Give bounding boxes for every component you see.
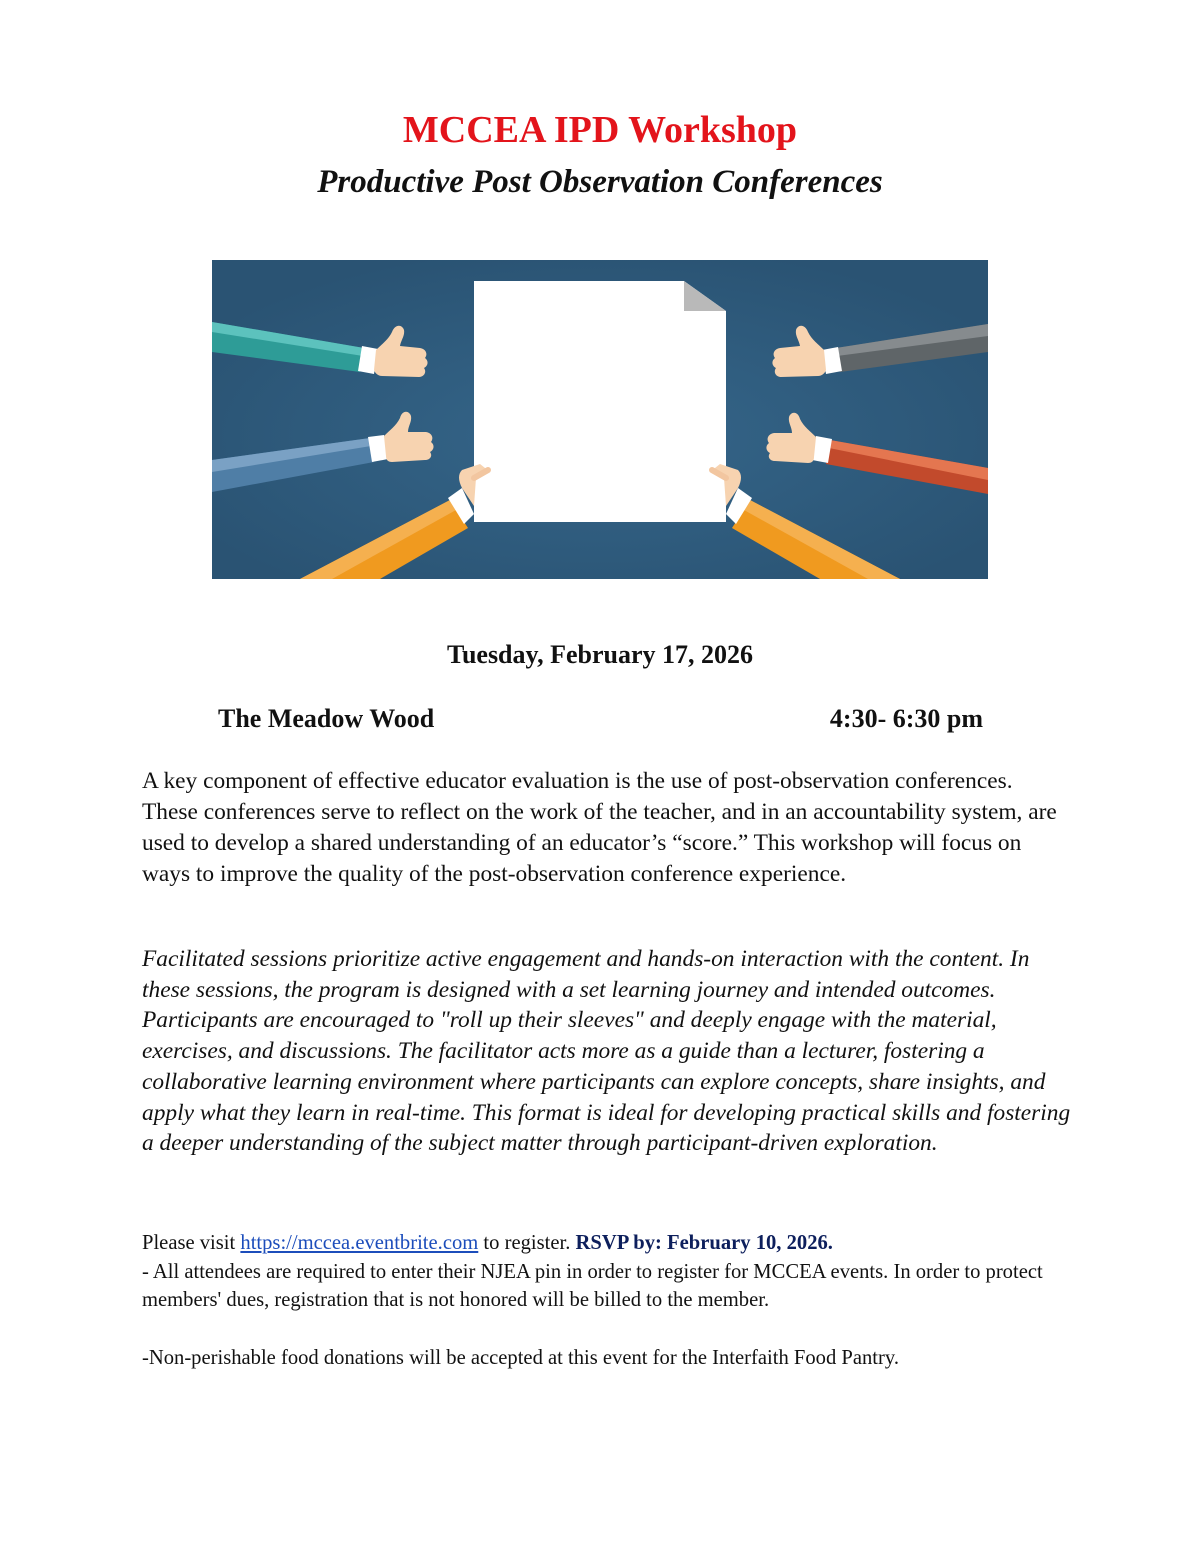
rsvp-deadline: RSVP by: February 10, 2026. xyxy=(575,1232,833,1254)
njea-pin-notice: - All attendees are required to enter their NJEA pin in order to register for MCCEA events. In order to protect members' dues, registration that is not honored will be billed to the member. xyxy=(142,1260,1043,1311)
workshop-title: MCCEA IPD Workshop xyxy=(402,109,798,151)
thumbs-up-paper-illustration-icon xyxy=(212,260,988,579)
event-venue: The Meadow Wood xyxy=(218,704,435,733)
visit-suffix: to register. xyxy=(478,1232,576,1254)
visit-prefix: Please visit xyxy=(142,1232,241,1254)
workshop-subtitle: Productive Post Observation Conferences xyxy=(317,164,883,200)
intro-paragraph: A key component of effective educator evaluation is the use of post-observation conferences. These conferences serve to reflect on the work of the teacher, and in an accountability system, are used to develop a shared understanding of an educator’s “score.” This workshop will focus on ways to improve the quality of the post-observation conference experience. xyxy=(142,768,1057,887)
eventbrite-link[interactable]: https://mccea.eventbrite.com xyxy=(240,1232,479,1254)
food-donation-notice: -Non-perishable food donations will be accepted at this event for the Interfaith Food Pantry. xyxy=(142,1347,899,1369)
facilitated-sessions-paragraph: Facilitated sessions prioritize active engagement and hands-on interaction with the content. In these sessions, the program is designed with a set learning journey and intended outcomes. Participants are encouraged to "roll up their sleeves" and deeply engage with the material, exercises, and discussions. The facilitator acts more as a guide than a lecturer, fostering a collaborative learning environment where participants can explore concepts, share insights, and apply what they learn in real-time. This format is ideal for developing practical skills and fostering a deeper understanding of the subject matter through participant-driven exploration. xyxy=(142,946,1071,1157)
blank-paper-icon xyxy=(474,281,726,522)
registration-info xyxy=(142,1229,1082,1315)
event-date: Tuesday, February 17, 2026 xyxy=(446,640,754,669)
workshop-illustration xyxy=(212,260,988,579)
event-time: 4:30- 6:30 pm xyxy=(829,704,983,733)
